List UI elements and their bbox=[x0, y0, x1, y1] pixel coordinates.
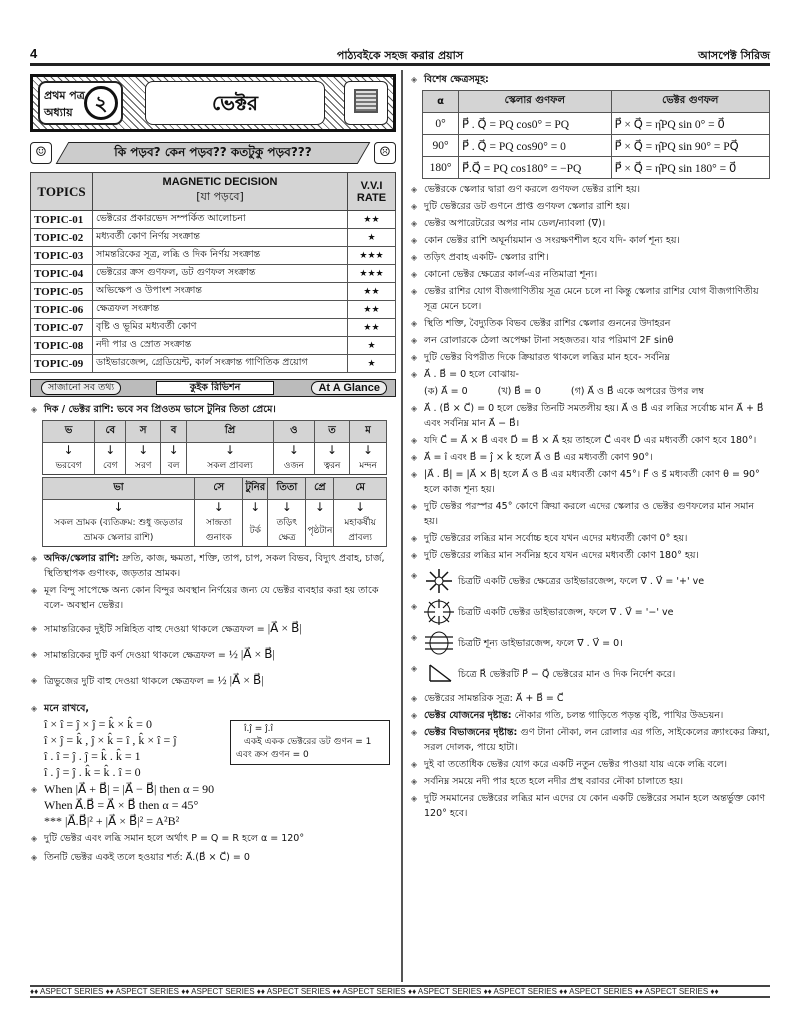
fact-item: ◈ কোনো ভেক্টর ক্ষেত্রের কার্ল-এর নতিমাত্রা শূন্য। bbox=[410, 267, 770, 282]
unit-vector-formula: î . ĵ = ĵ . k̂ = k̂ . î = 0 bbox=[44, 765, 141, 779]
addition-label: ভেক্টর যোজনের দৃষ্টান্ত: bbox=[424, 710, 512, 721]
addition-examples bbox=[410, 708, 770, 723]
chapter-title: ভেক্টর bbox=[145, 81, 325, 125]
topic-rating: ★★ bbox=[348, 319, 396, 337]
down-arrow-icon: ↓ bbox=[273, 443, 314, 458]
page-number: 4 bbox=[30, 46, 38, 61]
fact-item: ◈ কোন ভেক্টর রাশি অঘূর্নায়মান ও সংরক্ষণশীল হবে যদি- কার্ল শূন্য হয়। bbox=[410, 233, 770, 248]
fact-item: ◈ দুটি ভেক্টরের লব্ধির মান সর্বনিম্ন হবে যখন এদের মধ্যবর্তী কোণ 180° হয়। bbox=[410, 548, 770, 563]
remember-label: ◈ মনে রাখবে, bbox=[30, 701, 396, 716]
down-arrow-icon: ↓ bbox=[334, 500, 387, 515]
topic-row bbox=[31, 319, 396, 337]
remember-box bbox=[230, 720, 390, 765]
remember-box-item: একই একক ভেক্টরের ডট গুণন = 1 bbox=[244, 737, 372, 747]
right-column bbox=[410, 70, 770, 821]
mnemonic-value: ভরবেগ bbox=[43, 457, 95, 475]
decision-header bbox=[93, 173, 348, 211]
topic-code: TOPIC-08 bbox=[31, 337, 93, 355]
chapter-label: অধ্যায় bbox=[44, 106, 73, 119]
area1-formula: |A⃗ × B⃗| bbox=[267, 621, 302, 635]
scalar-product-cell: P⃗ . Q⃗ = PQ cos90° = 0 bbox=[459, 135, 612, 157]
column-divider bbox=[401, 70, 403, 982]
down-arrow-icon: ↓ bbox=[314, 443, 349, 458]
topic-code: TOPIC-05 bbox=[31, 283, 93, 301]
negative-divergence-icon bbox=[424, 599, 454, 625]
when-dot-cross: When A⃗.B⃗ = A⃗ × B⃗ then α = 45° bbox=[44, 798, 199, 812]
vector-triangle-icon bbox=[424, 661, 454, 687]
vector-product-cell: P⃗ × Q⃗ = η̂PQ sin 90° = PQ⃗ bbox=[611, 135, 769, 157]
topic-rating: ★★ bbox=[348, 211, 396, 229]
fact-item: ◈ দুটি ভেক্টরের লব্ধির মান সর্বোচ্চ হবে যখন এদের মধ্যবর্তী কোণ 0° হয়। bbox=[410, 531, 770, 546]
mnemonic-key: প্রি bbox=[187, 421, 274, 443]
equal-vectors-angle: ◈ দুটি ভেক্টর এবং লব্ধি সমান হলে অর্থাৎ P = Q = R হলে α = 120° bbox=[30, 831, 396, 846]
area2-text: সামান্তরিকের দুটি কর্ণ দেওয়া থাকলে ক্ষেত্রফল = bbox=[44, 650, 226, 661]
down-arrow-icon: ↓ bbox=[187, 443, 274, 458]
topic-title: ভেক্টরের প্রকারভেদ সম্পর্কিত আলোচনা bbox=[93, 211, 348, 229]
divergence-text: ◈ চিত্রটি শূন্য ডাইভারজেন্স, ফলে ∇⃗ . V⃗ = 0। bbox=[458, 637, 623, 649]
vector-product-cell: P⃗ × Q⃗ = η̂PQ sin 180° = 0⃗ bbox=[611, 157, 769, 179]
chapter-banner bbox=[30, 74, 396, 132]
special-cases-table bbox=[422, 90, 770, 179]
topic-code: TOPIC-04 bbox=[31, 265, 93, 283]
down-arrow-icon: ↓ bbox=[43, 443, 95, 458]
mnemonic-key: ও bbox=[273, 421, 314, 443]
series-name: আসপেক্ট সিরিজ bbox=[698, 49, 770, 62]
fact-item: ◈ লন রোলারকে ঠেলা অপেক্ষা টানা সহজতর। যার পরিমাণ 2F sinθ bbox=[410, 333, 770, 348]
footer-band: ♦♦ ASPECT SERIES ♦♦ ASPECT SERIES ♦♦ ASPECT SERIES ♦♦ ASPECT SERIES ♦♦ ASPECT SERIES ♦♦ ASPECT SERIES ♦♦ ASPECT SERIES ♦♦ ASPECT SERIES ♦♦ ASPECT SERIES ♦♦ bbox=[30, 985, 770, 998]
fact-item: ◈ যদি C⃗ = A⃗ × B⃗ এবং D⃗ = B⃗ × A⃗ হয় তাহলে C⃗ এবং D⃗ এর মধ্যবর্তী কোণ হবে 180°। bbox=[410, 433, 770, 448]
topic-rating: ★★ bbox=[348, 283, 396, 301]
divergence-text: ◈ চিত্রে R⃗ ভেক্টরটি P⃗ − Q⃗ ভেক্টরের মান ও দিক নির্দেশ করে। bbox=[458, 668, 676, 680]
angle-cell: 0° bbox=[423, 113, 459, 135]
emblem-icon bbox=[354, 89, 378, 113]
scalar-label: অদিক/স্কেলার রাশি: bbox=[44, 553, 120, 564]
topic-rating: ★ bbox=[348, 229, 396, 247]
division-examples bbox=[410, 725, 770, 755]
all-info-pill: সাজানো সব তথ্য bbox=[41, 381, 121, 395]
mnemonic-value: টর্ক bbox=[243, 514, 268, 547]
topic-row bbox=[31, 301, 396, 319]
mnemonic-key: ভ bbox=[43, 421, 95, 443]
lagrange-identity: *** |A⃗.B⃗|² + |A⃗ × B⃗|² = A²B² bbox=[44, 814, 180, 828]
topic-code: TOPIC-06 bbox=[31, 301, 93, 319]
unit-vector-formula: î × ĵ = k̂ , ĵ × k̂ = î , k̂ × î = ĵ bbox=[44, 733, 177, 747]
divergence-item bbox=[410, 630, 770, 656]
mnemonic-value: সরণ bbox=[126, 457, 161, 475]
down-arrow-icon: ↓ bbox=[43, 500, 195, 515]
division-label: ভেক্টর বিভাজনের দৃষ্টান্ত: bbox=[424, 727, 518, 738]
topic-row bbox=[31, 283, 396, 301]
quick-revision-band bbox=[30, 379, 396, 397]
special-row bbox=[423, 113, 770, 135]
special-header: স্কেলার গুণফল bbox=[459, 91, 612, 113]
topic-row bbox=[31, 211, 396, 229]
mnemonic-value: ত্বরন bbox=[314, 457, 349, 475]
topic-title: ভেক্টরের ক্রস গুণফল, ডট গুণফল সংক্রান্ত bbox=[93, 265, 348, 283]
mnemonic-value: সান্দ্রতা গুনাংক bbox=[195, 514, 243, 547]
question-bar bbox=[30, 140, 396, 166]
area1-text: সামান্তরিকের দুইটি সন্নিহিত বাহু দেওয়া থাকলে ক্ষেত্রফল = bbox=[44, 624, 265, 635]
mnemonic-table-1 bbox=[42, 420, 387, 475]
header-center-title: পাঠ্যবইকে সহজ করার প্রয়াস bbox=[336, 49, 464, 62]
unit-vector-formula: î . î = ĵ . ĵ = k̂ . k̂ = 1 bbox=[44, 749, 141, 763]
topic-row bbox=[31, 229, 396, 247]
unit-vector-formula: î × î = ĵ × ĵ = k̂ × k̂ = 0 bbox=[44, 717, 152, 731]
decision-title: MAGNETIC DECISION bbox=[162, 176, 278, 188]
fact-item: ◈ ভেক্টর রাশির যোগ বীজগাণিতীয় সূত্র মেনে চলে না কিন্তু স্কেলার রাশির যোগ বীজগাণিতীয় সূত্র মেনে চলে। bbox=[410, 284, 770, 314]
topic-title: সামন্তরিকের সূত্র, লব্ধি ও দিক নির্ণয় সংক্রান্ত bbox=[93, 247, 348, 265]
dot-zero-option: (খ) B⃗ = 0 bbox=[497, 386, 541, 397]
topic-row bbox=[31, 265, 396, 283]
fact-item: ◈ A⃗ . (B⃗ × C⃗) = 0 হলে ভেক্টর তিনটি সমতলীয় হয়। A⃗ ও B⃗ এর লব্ধির সর্বোচ্চ মান A⃗ + B⃗ এবং সর্বনিম্ন মান A⃗ − B⃗। bbox=[410, 401, 770, 431]
angle-cell: 180° bbox=[423, 157, 459, 179]
topic-title: বৃষ্টি ও ভূমির মধ্যবর্তী কোণ bbox=[93, 319, 348, 337]
topic-code: TOPIC-07 bbox=[31, 319, 93, 337]
divergence-text: ◈ চিত্রটি একটি ভেক্টর ডাইভারজেন্স, ফলে ∇⃗ . V⃗ = '−' ve bbox=[458, 606, 674, 618]
divergence-item bbox=[410, 661, 770, 687]
fact-item: ◈ ভেক্টরকে স্কেলার দ্বারা গুণ করলে গুণফল ভেক্টর রাশি হয়। bbox=[410, 182, 770, 197]
area-parallelogram-diagonals bbox=[30, 647, 396, 663]
topic-rating: ★ bbox=[348, 355, 396, 373]
scalar-product-cell: P⃗.Q⃗ = PQ cos180° = −PQ bbox=[459, 157, 612, 179]
remember-box-item: এবং ক্রস গুণন = 0 bbox=[236, 750, 309, 760]
special-row bbox=[423, 135, 770, 157]
scalar-quantities bbox=[30, 551, 396, 581]
topic-code: TOPIC-09 bbox=[31, 355, 93, 373]
vector-product-cell: P⃗ × Q⃗ = η̂PQ sin 0° = 0⃗ bbox=[611, 113, 769, 135]
mnemonic-key: ম bbox=[350, 421, 387, 443]
down-arrow-icon: ↓ bbox=[95, 443, 126, 458]
dot-zero-option: (ক) A⃗ = 0 bbox=[424, 386, 468, 397]
area3-formula: ½ |A⃗ × B⃗| bbox=[217, 673, 264, 687]
mnemonic-value: ওজন bbox=[273, 457, 314, 475]
river-crossing: ◈ সর্বনিম্ন সময়ে নদী পার হতে হলে নদীর প্রস্থ বরাবর নৌকা চালাতে হয়। bbox=[410, 774, 770, 789]
topic-rating: ★★★ bbox=[348, 265, 396, 283]
mnemonic-key: স bbox=[126, 421, 161, 443]
fact-item: ◈ তড়িৎ প্রবাহ একটি- স্কেলার রাশি। bbox=[410, 250, 770, 265]
mnemonic-key: তিতা bbox=[268, 478, 306, 500]
fact-item: ◈ A⃗ = î এবং B⃗ = ĵ × k̂ হলে A⃗ ও B⃗ এর মধ্যবর্তী কোণ 90°। bbox=[410, 450, 770, 465]
topic-row bbox=[31, 247, 396, 265]
topic-title: নদী পার ও স্রোত সংক্রান্ত bbox=[93, 337, 348, 355]
topic-code: TOPIC-02 bbox=[31, 229, 93, 247]
division-text: গুণ টানা নৌকা, লন রোলার এর গতি, সাইকেলের ক্র্যাংকের ক্রিয়া, সরল দোলক, পায়ে হাটা। bbox=[424, 727, 770, 753]
mnemonic-value: সকল প্রাবল্য bbox=[187, 457, 274, 475]
mnemonic-key: ত bbox=[314, 421, 349, 443]
mnemonic-key: বে bbox=[95, 421, 126, 443]
special-header: α bbox=[423, 91, 459, 113]
topic-row bbox=[31, 355, 396, 373]
decision-subtitle: [যা পড়বে] bbox=[196, 190, 244, 203]
topic-title: মধ্যবর্তী কোণ নির্ণয় সংক্রান্ত bbox=[93, 229, 348, 247]
down-arrow-icon: ↓ bbox=[195, 500, 243, 515]
resultant-definition: ◈ দুই বা ততোধিক ভেক্টর যোগ করে একটি নতুন ভেক্টর পাওয়া যায় একে লব্ধি বলে। bbox=[410, 757, 770, 772]
mnemonic-key: ভা bbox=[43, 478, 195, 500]
topic-title: ডাইভারজেন্স, গ্রেডিয়েন্ট, কার্ল সংক্রান্ত গাণিতিক প্রয়োগ bbox=[93, 355, 348, 373]
mnemonic-value: পৃষ্ঠটান bbox=[306, 514, 334, 547]
remember-section bbox=[30, 716, 396, 780]
down-arrow-icon: ↓ bbox=[126, 443, 161, 458]
page-header bbox=[30, 44, 770, 66]
mnemonic-value: তড়িৎ ক্ষেত্র bbox=[268, 514, 306, 547]
fact-item: ◈ দুটি ভেক্টর বিপরীত দিকে ক্রিয়ারত থাকলে লব্ধির মান হবে- সর্বনিম্ন bbox=[410, 350, 770, 365]
area2-formula: ½ |A⃗ × B⃗| bbox=[228, 647, 275, 661]
chapter-badge bbox=[38, 81, 123, 125]
mnemonic-key: টুনির bbox=[243, 478, 268, 500]
divergence-text: ◈ চিত্রটি একটি ভেক্টর ক্ষেত্রের ডাইভারজেন্স, ফলে ∇⃗ . V⃗ = '+' ve bbox=[458, 575, 705, 587]
down-arrow-icon: ↓ bbox=[268, 500, 306, 515]
mnemonic-intro: ◈ দিক / ভেক্টর রাশি: ভবে সব প্রিওতম ভাসে টুনির তিতা প্রেমে। bbox=[30, 402, 396, 417]
divergence-item bbox=[410, 568, 770, 594]
mnemonic-value: মহাকর্ষীয় প্রাবল্য bbox=[334, 514, 387, 547]
topic-rating: ★★★ bbox=[348, 247, 396, 265]
university-logo bbox=[344, 81, 388, 125]
when-sum-diff: ◈ When |A⃗ + B⃗| = |A⃗ − B⃗| then α = 90 bbox=[30, 782, 396, 797]
down-arrow-icon: ↓ bbox=[243, 500, 268, 515]
coplanar-condition: ◈ তিনটি ভেক্টর একই তলে হওয়ার শর্ত: A⃗.(B⃗ × C⃗) = 0 bbox=[30, 850, 396, 865]
scalar-text: দ্রুতি, কাজ, ক্ষমতা, শক্তি, তাপ, চাপ, সকল বিভব, বিদ্যুৎ প্রবাহ, চার্জ, স্থিতিস্থাপক গুণাংক, জড়তার ভ্রামক। bbox=[44, 553, 385, 579]
fact-item: ◈ দুটি ভেক্টর পরস্পর 45° কোণে ক্রিয়া করলে এদের স্কেলার ও ভেক্টর গুণফলের মান সমান হয়। bbox=[410, 499, 770, 529]
angle-cell: 90° bbox=[423, 135, 459, 157]
mnemonic-value: বেগ bbox=[95, 457, 126, 475]
area-parallelogram-sides bbox=[30, 621, 396, 637]
area3-text: ত্রিভুজের দুটি বাহু দেওয়া থাকলে ক্ষেত্রফল = bbox=[44, 676, 215, 687]
down-arrow-icon: ↓ bbox=[306, 500, 334, 515]
at-a-glance-pill: At A Glance bbox=[311, 381, 387, 395]
mnemonic-value: মন্দন bbox=[350, 457, 387, 475]
mnemonic-key: প্রে bbox=[306, 478, 334, 500]
mnemonic-value: বল bbox=[160, 457, 186, 475]
quick-revision-title: কুইক রিভিশন bbox=[156, 381, 274, 395]
mnemonic-key: ব bbox=[160, 421, 186, 443]
topic-rating: ★ bbox=[348, 337, 396, 355]
dot-zero-option: (গ) A⃗ ও B⃗ একে অপরের উপর লম্ব bbox=[570, 386, 705, 397]
topic-code: TOPIC-01 bbox=[31, 211, 93, 229]
dot-zero-options bbox=[410, 384, 770, 399]
mnemonic-key: সে bbox=[195, 478, 243, 500]
positive-divergence-icon bbox=[424, 568, 454, 594]
left-column bbox=[30, 74, 396, 865]
topic-code: TOPIC-03 bbox=[31, 247, 93, 265]
fact-item: ◈ |A⃗ . B⃗| = |A⃗ × B⃗| হলে A⃗ ও B⃗ এর মধ্যবর্তী কোণ 45°। F⃗ ও s⃗ মধ্যবর্তী কোণ θ = 90° হলে কাজ শূন্য হয়। bbox=[410, 467, 770, 497]
parallelogram-law: ◈ ভেক্টরের সামন্তরিক সূত্র: A⃗ + B⃗ = C⃗ bbox=[410, 691, 770, 706]
topic-row bbox=[31, 337, 396, 355]
scalar-product-cell: P⃗ . Q⃗ = PQ cos0° = PQ bbox=[459, 113, 612, 135]
topic-rating: ★★ bbox=[348, 301, 396, 319]
fact-item: ◈ স্থিতি শক্তি, বৈদ্যুতিক বিভব ভেক্টর রাশির স্কেলার গুননের উদাহরন bbox=[410, 316, 770, 331]
thinking-face-icon: ☹ bbox=[374, 142, 396, 164]
chapter-number: ২ bbox=[84, 86, 118, 120]
paper-label: প্রথম পত্র bbox=[44, 89, 85, 102]
topics-table bbox=[30, 172, 396, 373]
position-vector: ◈ মূল বিন্দু সাপেক্ষে অন্য কোন বিন্দুর অবস্থান নির্ণয়ের জন্য যে ভেক্টর ব্যবহার করা হয় তাকে বলে- অবস্থান ভেক্টর। bbox=[30, 583, 396, 613]
special-row bbox=[423, 157, 770, 179]
addition-text: নৌকার গতি, চলন্ত গাড়িতে পড়ন্ত বৃষ্টি, পাখির উড্ডয়ন। bbox=[514, 710, 724, 721]
equal-resultant-120: ◈ দুটি সমমানের ভেক্টরের লব্ধির মান এদের যে কোন একটি ভেক্টরের সমান হলে অন্তর্ভুক্ত কোণ 120° হবে। bbox=[410, 791, 770, 821]
divergence-item bbox=[410, 599, 770, 625]
area-triangle bbox=[30, 673, 396, 689]
student-icon: ☺ bbox=[30, 142, 52, 164]
fact-item: ◈ ভেক্টর অপারেটরের অপর নাম ডেল/ন্যাবলা (∇⃗)। bbox=[410, 216, 770, 231]
fact-item: ◈ দুটি ভেক্টরের ডট গুণনে প্রাপ্ত গুণফল স্কেলার রাশি হয়। bbox=[410, 199, 770, 214]
topics-header: TOPICS bbox=[31, 173, 93, 211]
question-text: কি পড়ব? কেন পড়ব?? কতটুকু পড়ব??? bbox=[114, 145, 312, 159]
mnemonic-table-2 bbox=[42, 477, 387, 547]
topic-title: অভিক্ষেপ ও উপাংশ সংক্রান্ত bbox=[93, 283, 348, 301]
zero-divergence-icon bbox=[424, 630, 454, 656]
remember-box-item: î.ĵ = ĵ.î bbox=[244, 724, 273, 734]
special-header: ভেক্টর গুণফল bbox=[611, 91, 769, 113]
fact-item: ◈ A⃗ . B⃗ = 0 হলে বোঝায়- bbox=[410, 367, 770, 382]
mnemonic-value: সকল ভ্রামক (ব্যতিক্রম: শুধু জড়তার ভ্রামক স্কেলার রাশি) bbox=[43, 514, 195, 547]
mnemonic-key: মে bbox=[334, 478, 387, 500]
rate-header: V.V.I RATE bbox=[348, 173, 396, 211]
down-arrow-icon: ↓ bbox=[160, 443, 186, 458]
down-arrow-icon: ↓ bbox=[350, 443, 387, 458]
topic-title: ক্ষেত্রফল সংক্রান্ত bbox=[93, 301, 348, 319]
special-cases-title: ◈ বিশেষ ক্ষেত্রসমূহ: bbox=[410, 72, 770, 87]
